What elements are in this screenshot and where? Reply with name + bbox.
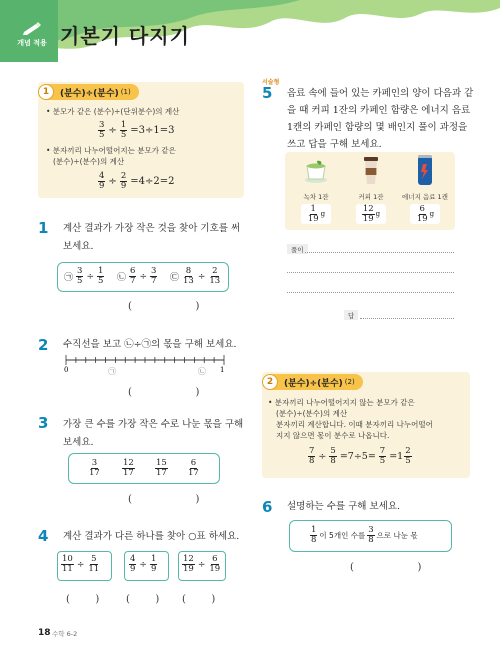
coffee-cup-icon [362,155,380,185]
drink-value-energy: $\frac{6}{19}$ g [410,204,440,224]
page-number: 18 [38,628,51,638]
question-6-text: 설명하는 수를 구해 보세요. [287,501,401,512]
solution-line-2[interactable] [287,272,454,273]
solution-tag: 풀이 [287,244,308,254]
question-1-text-2: 보세요. [63,241,94,252]
green-tea-icon [303,158,329,184]
page-header [0,0,500,62]
number-line [60,352,236,382]
question-5-line-2: 을 때 커피 1잔의 카페인 함량은 에너지 음료 [287,105,471,116]
q3-frac-4: $\frac{6}{17}$ [188,458,199,478]
concept-1-bullet-2b: (분수)÷(분수)의 계산 [53,157,125,166]
concept-2-title: (분수)÷(분수) [284,378,343,389]
choice-b[interactable]: ㉡ $\frac{6}{7}$ ÷ $\frac{3}{7}$ [117,266,157,286]
number-line-zero: 0 [64,366,69,374]
concept-2-title-pill [264,374,363,390]
concept-2-number: 2 [262,374,278,390]
question-6-number: 6 [262,498,273,516]
q3-frac-2: $\frac{12}{17}$ [123,458,134,478]
page-title: 기본기 다지기 [60,24,190,48]
question-2-answer[interactable]: ( ) [128,387,200,398]
answer-tag: 답 [344,310,358,320]
question-1-answer[interactable]: ( ) [128,301,200,312]
concept-2-line-1: • 분자끼리 나누어떨어지지 않는 분모가 같은 [268,398,415,407]
question-3-number: 3 [38,414,49,432]
number-line-mark-b: ㉡ [198,367,206,376]
question-2-text: 수직선을 보고 ㉡÷㉠의 몫을 구해 보세요. [63,339,237,350]
concept-1-equation-1: $\frac{3}{5}$ ÷ $\frac{1}{5}$ =3÷1=3 [99,120,175,140]
q4-paren-2[interactable]: ( ) [126,594,160,605]
choice-a[interactable]: ㉠ $\frac{3}{5}$ ÷ $\frac{1}{5}$ [64,266,104,286]
concept-2-line-2: (분수)÷(분수)의 계산 [276,409,348,418]
solution-line-3[interactable] [287,292,454,293]
question-3-text-2: 보세요. [63,437,94,448]
drink-value-green-tea: $\frac{1}{19}$ g [301,204,331,224]
q3-frac-3: $\frac{15}{17}$ [156,458,167,478]
concept-1-equation-2: $\frac{4}{9}$ ÷ $\frac{2}{9}$ =4÷2=2 [99,171,175,191]
question-1-number: 1 [38,219,49,237]
q4-option-1: $\frac{10}{11}$ ÷ $\frac{5}{11}$ [62,554,100,574]
drink-label-green-tea: 녹차 1잔 [303,193,329,201]
question-4-text: 계산 결과가 다른 하나를 찾아 ○표 하세요. [63,531,240,542]
solution-line-1[interactable] [305,252,454,253]
concept-2-sub: (2) [344,378,355,386]
book-title: 수학 6-2 [52,630,78,638]
concept-2-line-4: 지지 않으면 몫이 분수로 나옵니다. [276,431,390,440]
concept-1-title-pill [40,84,139,100]
number-line-one: 1 [220,366,225,374]
question-1-text-1: 계산 결과가 가장 작은 것을 찾아 기호를 써 [63,223,241,234]
badge-label: 개념 적용 [17,39,47,47]
pencil-icon [22,22,42,36]
descriptive-tag: 서술형 [262,79,280,86]
question-5-line-1: 음료 속에 들어 있는 카페인의 양이 다음과 같 [287,88,474,99]
choice-c[interactable]: ㉢ $\frac{8}{13}$ ÷ $\frac{2}{13}$ [170,266,221,286]
concept-1-title: (분수)÷(분수) [60,88,119,99]
question-5-line-4: 쓰고 답을 구해 보세요. [287,139,382,150]
concept-1-bullet-2a: • 분자끼리 나누어떨어지는 분모가 같은 [46,146,176,155]
question-4-number: 4 [38,527,49,545]
drink-value-coffee: $\frac{12}{19}$ g [356,204,386,224]
q4-option-2: $\frac{4}{9}$ ÷ $\frac{1}{9}$ [130,554,157,574]
q4-paren-3[interactable]: ( ) [182,594,216,605]
concept-badge [12,22,52,48]
number-line-mark-a: ㉠ [108,367,116,376]
concept-2-line-3: 분자끼리 계산합니다. 이때 분자끼리 나누어떨어 [276,420,433,429]
question-5-number: 5 [262,84,273,102]
concept-1-bullet-1: • 분모가 같은 (분수)÷(단위분수)의 계산 [46,107,180,116]
question-6-description: $\frac{1}{8}$ 이 5개인 수를 $\frac{3}{8}$ 으로 나눈 몫 [311,525,418,545]
energy-drink-can-icon [417,154,433,186]
question-3-text-1: 가장 큰 수를 가장 작은 수로 나눈 몫을 구해 [63,419,244,430]
concept-1-number: 1 [38,84,54,100]
question-2-number: 2 [38,336,49,354]
answer-line[interactable] [360,318,454,319]
question-6-answer[interactable]: ( ) [350,562,422,573]
concept-2-equation: $\frac{7}{8}$ ÷ $\frac{5}{8}$ =7÷5= $\frac{7}{5}$ =1 $\frac{2}{5}$ [309,446,411,466]
drink-label-coffee: 커피 1잔 [358,193,384,201]
q4-option-3: $\frac{12}{19}$ ÷ $\frac{6}{19}$ [183,554,221,574]
q4-paren-1[interactable]: ( ) [66,594,100,605]
question-5-line-3: 1캔의 카페인 함량의 몇 배인지 풀이 과정을 [287,122,468,133]
q3-frac-1: $\frac{3}{17}$ [89,458,100,478]
drink-label-energy: 에너지 음료 1캔 [402,193,448,201]
concept-1-sub: (1) [120,88,131,96]
question-3-answer[interactable]: ( ) [128,494,200,505]
